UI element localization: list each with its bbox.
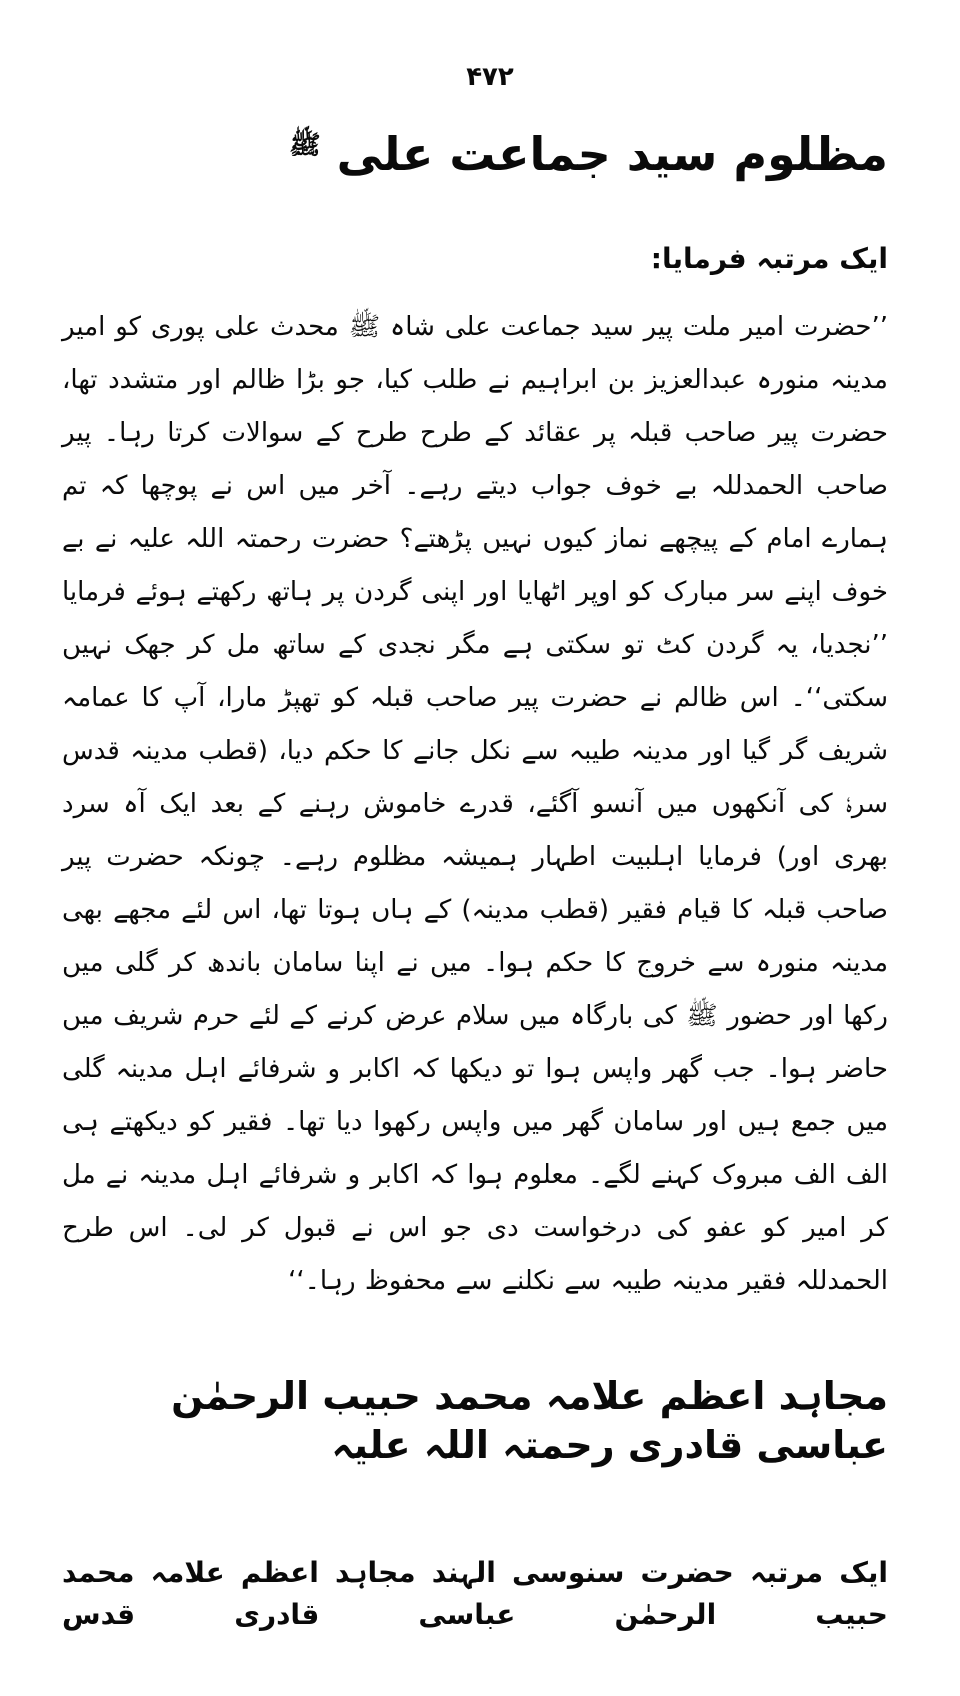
page-number: ۴۷۲ [466, 62, 514, 92]
chapter-title-text: مظلوم سید جماعت علی [336, 127, 888, 181]
footer-line: ایک مرتبہ حضرت سنوسی الہند مجاہد اعظم علامہ محمد حبیب الرحمٰن عباسی قادری قدس [62, 1556, 888, 1632]
body-paragraph: ’’حضرت امیر ملت پیر سید جماعت علی شاہ ﷺ محدث علی پوری کو امیر مدینہ منورہ عبدالعزیز بن ابراہیم نے طلب کیا، جو بڑا ظالم اور متشدد تھا، حضرت پیر صاحب قبلہ پر عقائد کے طرح طرح کے سوالات کرتا رہا۔ پیر صاحب الحمدللہ بے خوف جواب دیتے رہے۔ آخر میں اس نے پوچھا کہ تم ہمارے امام کے پیچھے نماز کیوں نہیں پڑھتے؟ حضرت رحمتہ اللہ علیہ نے بے خوف اپنے سر مبارک کو اوپر اٹھایا اور اپنی گردن پر ہاتھ رکھتے ہوئے فرمایا ’’نجدیا، یہ گردن کٹ تو سکتی ہے مگر نجدی کے ساتھ مل کر جھک نہیں سکتی‘‘۔ اس ظالم نے حضرت پیر صاحب قبلہ کو تھپڑ مارا، آپ کا عمامہ شریف گر گیا اور مدینہ طیبہ سے نکل جانے کا حکم دیا، (قطب مدینہ قدس سرہٗ کی آنکھوں میں آنسو آگئے، قدرے خاموش رہنے کے بعد ایک آہ سرد بھری اور) فرمایا اہلبیت اطہار ہمیشہ مظلوم رہے۔ چونکہ حضرت پیر صاحب قبلہ کا قیام فقیر (قطب مدینہ) کے ہاں ہوتا تھا، اس لئے مجھے بھی مدینہ منورہ سے خروج کا حکم ہوا۔ میں نے اپنا سامان باندھ کر گلی میں رکھا اور حضور ﷺ کی بارگاہ میں سلام عرض کرنے کے لئے حرم شریف میں حاضر ہوا۔ جب گھر واپس ہوا تو دیکھا کہ اکابر و شرفائے اہل مدینہ گلی میں جمع ہیں اور سامان گھر میں واپس رکھوا دیا تھا۔ فقیر کو دیکھتے ہی الف الف مبروک کہنے لگے۔ معلوم ہوا کہ اکابر و شرفائے اہل مدینہ نے مل کر امیر کو عفو کی درخواست دی جو اس نے قبول کر لی۔ اس طرح الحمدللہ فقیر مدینہ طیبہ سے نکلنے سے محفوظ رہا۔‘‘ [62, 311, 888, 1296]
section-heading: مجاہد اعظم علامہ محمد حبیب الرحمٰن عباسی قادری رحمتہ اللہ علیہ [171, 1373, 888, 1467]
intro-line: ایک مرتبہ فرمایا: [650, 241, 888, 275]
honorific-symbol: ﷺ [289, 130, 321, 161]
chapter-title [62, 126, 888, 184]
